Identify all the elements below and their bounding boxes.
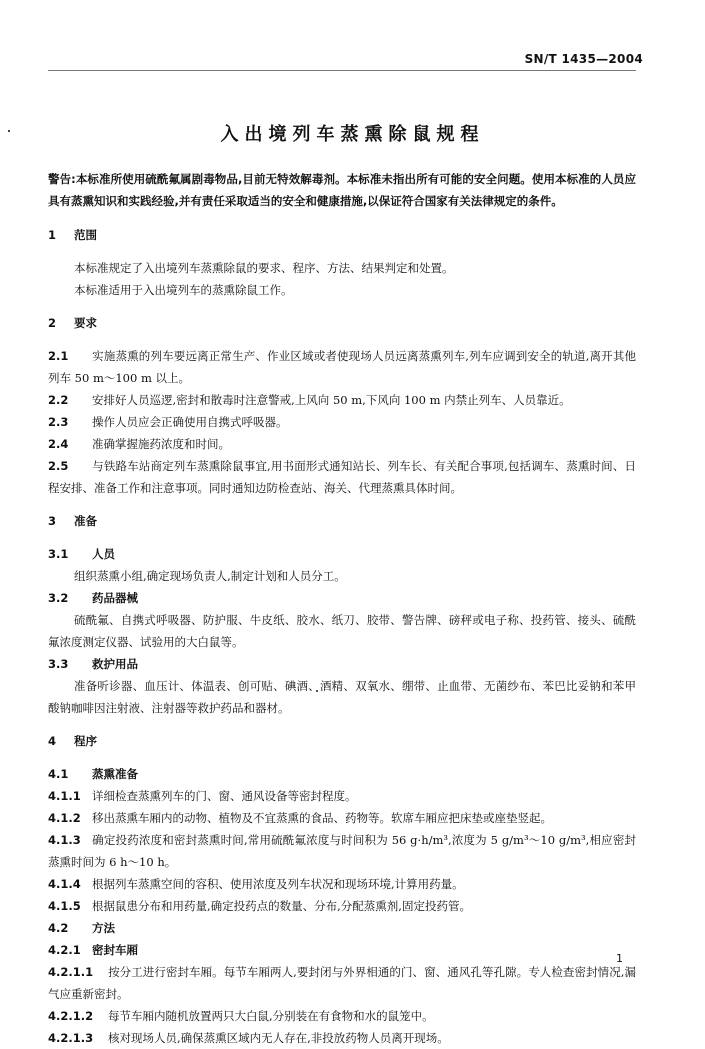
standard-number: SN/T 1435—2004 [524, 52, 643, 66]
paragraph: 本标准适用于入出境列车的蒸熏除鼠工作。 [74, 283, 293, 297]
section-heading [48, 312, 636, 334]
section-number: 1 [48, 228, 57, 242]
document-body [48, 168, 636, 1049]
clause-number: 4.1.2 [48, 811, 81, 825]
clause-text: 移出蒸熏车厢内的动物、植物及不宜蒸熏的食品、药物等。软席车厢应把床垫或座垫竖起。 [92, 811, 552, 825]
paragraph: 组织蒸熏小组,确定现场负责人,制定计划和人员分工。 [74, 569, 346, 583]
warning-paragraph: 警告:本标准所使用硫酰氟属剧毒物品,目前无特效解毒剂。本标准未指出所有可能的安全问题。使用本标准的人员应具有蒸熏知识和实践经验,并有责任采取适当的安全和健康措施,以保证符合国家有关法律规定的条件。 [48, 172, 636, 208]
clause [48, 785, 636, 807]
subsection-title: 救护用品 [92, 657, 138, 671]
section-number: 4 [48, 734, 57, 748]
clause [48, 873, 636, 895]
subsection-heading [48, 917, 636, 939]
subsection-number: 3.2 [48, 591, 69, 605]
clause [48, 807, 636, 829]
page-number: 1 [616, 952, 623, 965]
clause [48, 389, 636, 411]
clause-number: 4.2.1.2 [48, 1009, 94, 1023]
clause-number: 4.1.1 [48, 789, 81, 803]
clause [48, 895, 636, 917]
section-title: 范围 [74, 228, 97, 242]
subsection-heading [48, 653, 636, 675]
clause-text: 根据列车蒸熏空间的容积、使用浓度及列车状况和现场环境,计算用药量。 [92, 877, 464, 891]
clause-text: 准确掌握施药浓度和时间。 [92, 437, 230, 451]
subsection-title: 人员 [92, 547, 115, 561]
header-rule [48, 70, 636, 71]
subsection-heading [48, 587, 636, 609]
subsection-number: 4.2.1 [48, 943, 81, 957]
subsection-number: 3.1 [48, 547, 69, 561]
subsection-heading [48, 543, 636, 565]
clause-number: 2.5 [48, 459, 69, 473]
clause [48, 961, 636, 1005]
section-title: 准备 [74, 514, 97, 528]
clause-number: 4.1.3 [48, 833, 81, 847]
section-number: 2 [48, 316, 57, 330]
clause-text: 与铁路车站商定列车蒸熏除鼠事宜,用书面形式通知站长、列车长、有关配合事项,包括调车、蒸熏时间、日程安排、准备工作和注意事项。同时通知边防检查站、海关、代理蒸熏具体时间。 [48, 459, 636, 495]
paragraph: 硫酰氟、自携式呼吸器、防护服、牛皮纸、胶水、纸刀、胶带、警告牌、磅秤或电子称、投药管、接头、硫酰氟浓度测定仪器、试验用的大白鼠等。 [48, 613, 636, 649]
clause [48, 345, 636, 389]
clause-text: 安排好人员巡逻,密封和散毒时注意警戒,上风向 50 m,下风向 100 m 内禁止列车、人员靠近。 [92, 393, 571, 407]
clause-number: 2.1 [48, 349, 69, 363]
clause [48, 411, 636, 433]
clause [48, 433, 636, 455]
subsection-number: 4.2 [48, 921, 69, 935]
clause-text: 操作人员应会正确使用自携式呼吸器。 [92, 415, 288, 429]
clause-text: 详细检查蒸熏列车的门、窗、通风设备等密封程度。 [92, 789, 357, 803]
subsection-title: 蒸熏准备 [92, 767, 138, 781]
clause-number: 4.1.4 [48, 877, 81, 891]
clause-text: 每节车厢内随机放置两只大白鼠,分别装在有食物和水的鼠笼中。 [108, 1009, 434, 1023]
clause-number: 4.2.1.3 [48, 1031, 94, 1045]
clause-text: 实施蒸熏的列车要远离正常生产、作业区域或者使现场人员远离蒸熏列车,列车应调到安全的轨道,离开其他列车 50 m～100 m 以上。 [48, 349, 636, 385]
paragraph: 本标准规定了入出境列车蒸熏除鼠的要求、程序、方法、结果判定和处置。 [74, 261, 454, 275]
clause [48, 1027, 636, 1049]
document-title: 入出境列车蒸熏除鼠规程 [220, 124, 485, 145]
clause-number: 4.1.5 [48, 899, 81, 913]
subsection-number: 3.3 [48, 657, 69, 671]
section-title: 要求 [74, 316, 97, 330]
paragraph: 准备听诊器、血压计、体温表、创可贴、碘酒、酒精、双氧水、绷带、止血带、无菌纱布、苯巴比妥钠和苯甲酸钠咖啡因注射液、注射器等救护药品和器材。 [48, 679, 636, 715]
subsection-heading [48, 763, 636, 785]
clause-text: 核对现场人员,确保蒸熏区域内无人存在,非投放药物人员离开现场。 [108, 1031, 449, 1045]
clause-text: 按分工进行密封车厢。每节车厢两人,要封闭与外界相通的门、窗、通风孔等孔隙。专人检查密封情况,漏气应重新密封。 [48, 965, 636, 1001]
clause [48, 829, 636, 873]
section-heading [48, 510, 636, 532]
section-title: 程序 [74, 734, 97, 748]
clause-number: 4.2.1.1 [48, 965, 94, 979]
subsection-number: 4.1 [48, 767, 69, 781]
subsection-heading [48, 939, 636, 961]
clause-text: 确定投药浓度和密封蒸熏时间,常用硫酰氟浓度与时间积为 56 g·h/m³,浓度为 5 g/m³～10 g/m³,相应密封蒸熏时间为 6 h～10 h。 [48, 833, 636, 869]
section-heading [48, 730, 636, 752]
clause-number: 2.3 [48, 415, 69, 429]
clause [48, 455, 636, 499]
subsection-title: 密封车厢 [92, 943, 138, 957]
subsection-title: 方法 [92, 921, 115, 935]
section-heading [48, 224, 636, 246]
clause-number: 2.2 [48, 393, 69, 407]
clause-number: 2.4 [48, 437, 69, 451]
clause-text: 根据鼠患分布和用药量,确定投药点的数量、分布,分配蒸熏剂,固定投药管。 [92, 899, 471, 913]
subsection-title: 药品器械 [92, 591, 138, 605]
section-number: 3 [48, 514, 57, 528]
